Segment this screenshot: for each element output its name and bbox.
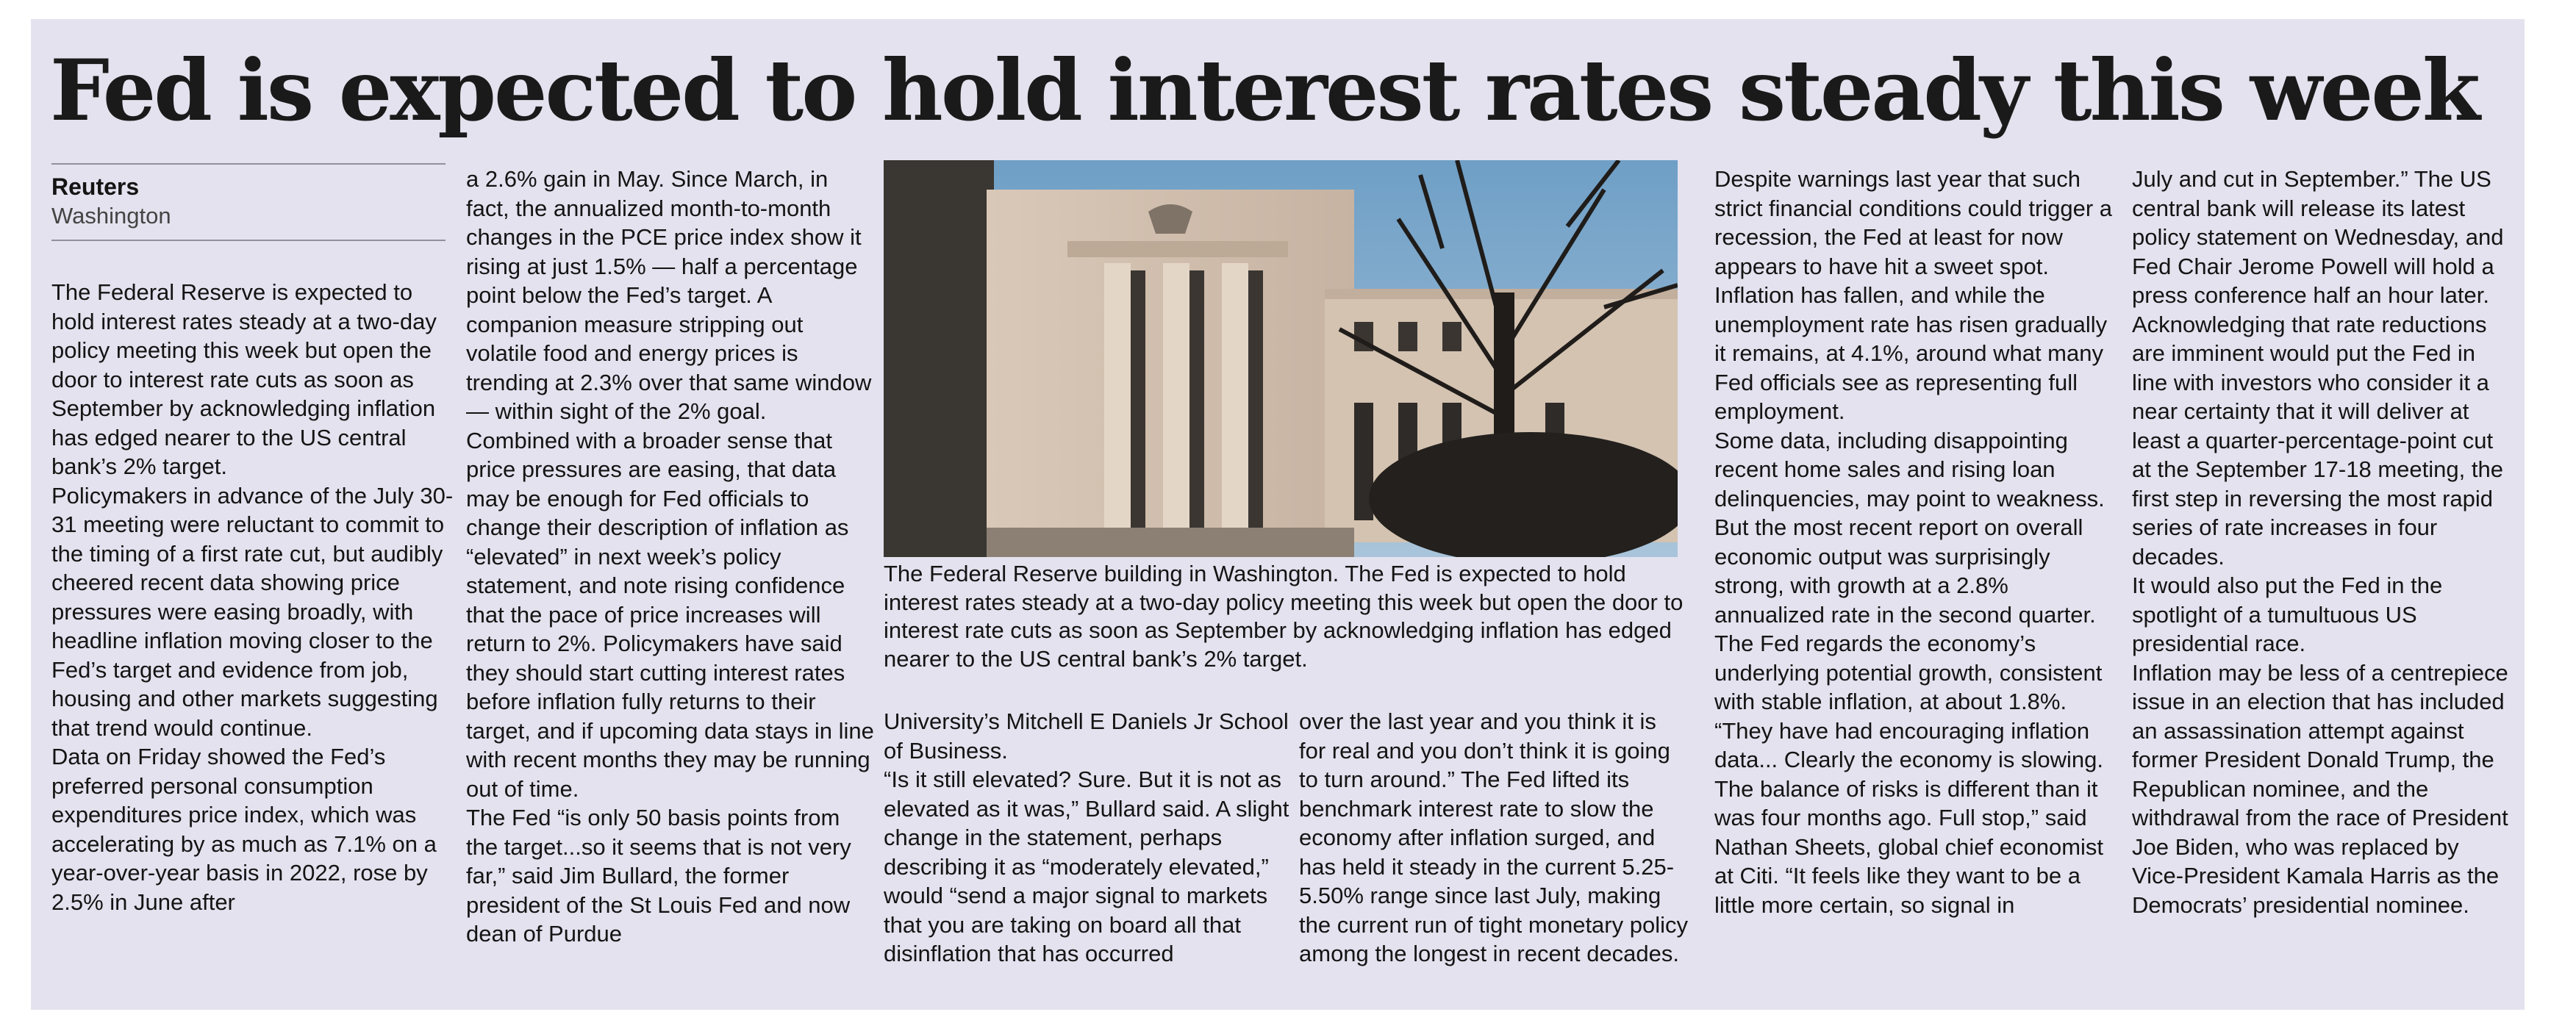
paragraph: over the last year and you think it is for real and you don’t think it is going to turn around.” The Fed lifted its benchmark interest rate to slow the economy after inflation surged, and has held it steady in the current 5.25-5.50% range since last July, making the current run of tight monetary policy among the longest in recent decades. [1299, 708, 1688, 966]
paragraph: Acknowledging that rate reductions are imminent would put the Fed in line with investors who consider it a near certainty that it will deliver at least a quarter-percentage-point cut at the September 17-18 meeting, the first step in reversing the most rapid series of rate increases in four decades. [2132, 311, 2503, 570]
byline-agency: Reuters [51, 173, 140, 200]
paragraph: Data on Friday showed the Fed’s preferred personal consumption expenditures price index, which was accelerating by as much as 7.1% on a year-over-year basis in 2022, rose by 2.5% in June after [51, 744, 437, 915]
paragraph: University’s Mitchell E Daniels Jr School of Business. [884, 708, 1289, 764]
article-column-1 [51, 163, 456, 916]
article-panel [31, 19, 2525, 1010]
article-column-2 [466, 165, 874, 949]
photo-illustration [884, 160, 1678, 557]
paragraph: Inflation may be less of a centrepiece issue in an election that has included an assassination attempt against former President Donald Trump, the Republican nominee, and the withdrawal from the race of President Joe Biden, who was replaced by Vice-President Kamala Harris as the Democrats’ presidential nominee. [2132, 659, 2508, 918]
article-column-6 [2132, 165, 2514, 919]
paragraph: Some data, including disappointing recent home sales and rising loan delinquencies, may point to weakness. But the most recent report on overall economic output was surprisingly strong, with growth at a 2.8% annualized rate in the second quarter. The Fed regards the economy’s underlying potential growth, consistent with stable inflation, at about 1.8%. [1714, 427, 2105, 714]
federal-reserve-building-photo [884, 160, 1678, 557]
byline [51, 163, 446, 241]
paragraph: Combined with a broader sense that price pressures are easing, that data may be enough for Fed officials to change their description of inflation as “elevated” in next week’s policy statement, and note rising confidence that the pace of price increases will return to 2%. Policymakers have said they should start cutting interest rates before inflation fully returns to their target, and if upcoming data stays in line with recent months they may be running out of time. [466, 427, 874, 802]
paragraph: It would also put the Fed in the spotlight of a tumultuous US presidential race. [2132, 572, 2443, 656]
paragraph: Despite warnings last year that such strict financial conditions could trigger a recession, the Fed at least for now appears to have hit a sweet spot. Inflation has fallen, and while the unemployment rate has risen gradually it remains, at 4.1%, around what many Fed officials see as representing full employment. [1714, 166, 2113, 424]
paragraph: The Federal Reserve is expected to hold interest rates steady at a two-day policy meeting this week but open the door to interest rate cuts as soon as September by acknowledging inflation has edged nearer to the US central bank’s 2% target. [51, 279, 437, 479]
photo-caption: The Federal Reserve building in Washington. The Fed is expected to hold interest rates steady at a two-day policy meeting this week but open the door to interest rate cuts as soon as September by acknowledging inflation has edged nearer to the US central bank’s 2% target. [884, 561, 1684, 672]
paragraph: Policymakers in advance of the July 30-31 meeting were reluctant to commit to the timing of a first rate cut, but audibly cheered recent data showing price pressures were easing broadly, with headline inflation moving closer to the Fed’s target and evidence from job, housing and other markets suggesting that trend would continue. [51, 482, 454, 741]
article-column-4 [1299, 707, 1689, 969]
paragraph: a 2.6% gain in May. Since March, in fact, the annualized month-to-month changes in the PCE price index show it rising at just 1.5% — half a percentage point below the Fed’s target. A companion measure stripping out volatile food and energy prices is trending at 2.3% over that same window — within sight of the 2% goal. [466, 166, 872, 424]
byline-location: Washington [51, 203, 171, 229]
paragraph: “Is it still elevated? Sure. But it is not as elevated as it was,” Bullard said. A slight change in the statement, perhaps describing it as “moderately elevated,” would “send a major signal to markets that you are taking on board all that disinflation that has occurred [884, 766, 1289, 966]
paragraph: The Fed “is only 50 basis points from the target...so it seems that is not very far,” said Jim Bullard, the former president of the St Louis Fed and now dean of Purdue [466, 805, 851, 947]
paragraph: July and cut in September.” The US central bank will release its latest policy statement on Wednesday, and Fed Chair Jerome Powell will hold a press conference half an hour later. [2132, 166, 2504, 308]
paragraph: “They have had encouraging inflation data... Clearly the economy is slowing. The balance of risks is different than it was four months ago. Full stop,” said Nathan Sheets, global chief economist at Citi. “It feels like they want to be a little more certain, so signal in [1714, 717, 2104, 918]
article-column-3 [884, 707, 1292, 969]
article-column-5 [1714, 165, 2122, 919]
headline: Fed is expected to hold interest rates steady this week [50, 41, 2478, 140]
